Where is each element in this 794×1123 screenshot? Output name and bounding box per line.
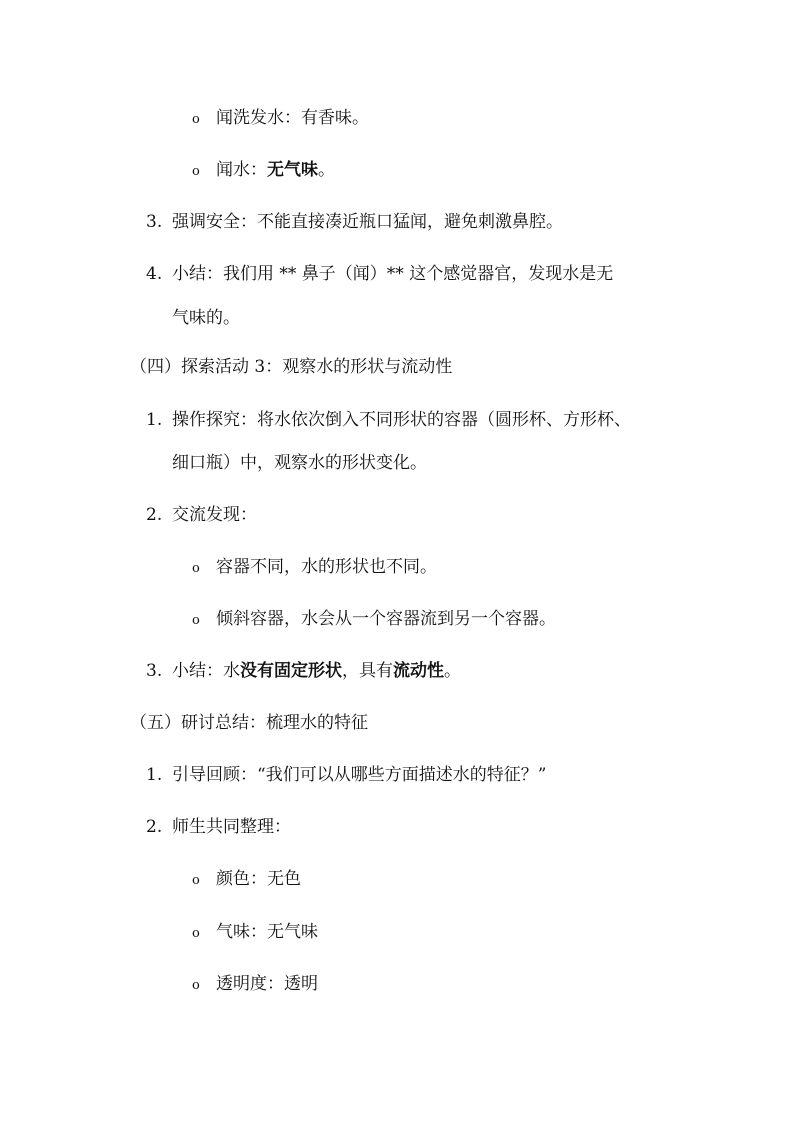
item-number: 1.	[146, 410, 163, 430]
bullet-marker: o	[192, 112, 200, 127]
item-number: 3.	[146, 661, 163, 681]
bullet-marker: o	[192, 978, 200, 993]
bullet-item: o 容器不同，水的形状也不同。	[192, 555, 437, 581]
item-number: 1.	[146, 765, 163, 785]
section-heading: （四）探索活动 3：观察水的形状与流动性	[130, 357, 453, 377]
numbered-item: 4. 小结：我们用 ** 鼻子（闻）** 这个感觉器官，发现水是无	[146, 264, 614, 284]
bullet-item: o 闻水：无气味。	[192, 158, 335, 184]
item-number: 2.	[146, 817, 163, 837]
numbered-item: 2. 交流发现：	[146, 505, 257, 525]
item-continuation: 气味的。	[172, 308, 240, 328]
item-number: 2.	[146, 505, 163, 525]
bullet-item: o 透明度：透明	[192, 972, 318, 998]
bullet-item: o 气味：无气味	[192, 920, 318, 946]
numbered-item: 2. 师生共同整理：	[146, 817, 291, 837]
bullet-item: o 倾斜容器，水会从一个容器流到另一个容器。	[192, 607, 556, 633]
bullet-item: o 闻洗发水：有香味。	[192, 106, 369, 132]
item-continuation: 细口瓶）中，观察水的形状变化。	[172, 453, 427, 473]
bullet-marker: o	[192, 164, 200, 179]
bullet-marker: o	[192, 561, 200, 576]
item-number: 4.	[146, 264, 163, 284]
numbered-item: 1. 操作探究：将水依次倒入不同形状的容器（圆形杯、方形杯、	[146, 410, 631, 430]
bullet-marker: o	[192, 926, 200, 941]
numbered-item: 3. 强调安全：不能直接凑近瓶口猛闻，避免刺激鼻腔。	[146, 212, 563, 232]
bullet-item: o 颜色：无色	[192, 867, 301, 893]
numbered-item: 3. 小结：水没有固定形状，具有流动性。	[146, 661, 461, 681]
item-number: 3.	[146, 212, 163, 232]
bullet-marker: o	[192, 613, 200, 628]
bullet-marker: o	[192, 873, 200, 888]
numbered-item: 1. 引导回顾：“我们可以从哪些方面描述水的特征？”	[146, 765, 547, 785]
section-heading: （五）研讨总结：梳理水的特征	[130, 713, 368, 733]
